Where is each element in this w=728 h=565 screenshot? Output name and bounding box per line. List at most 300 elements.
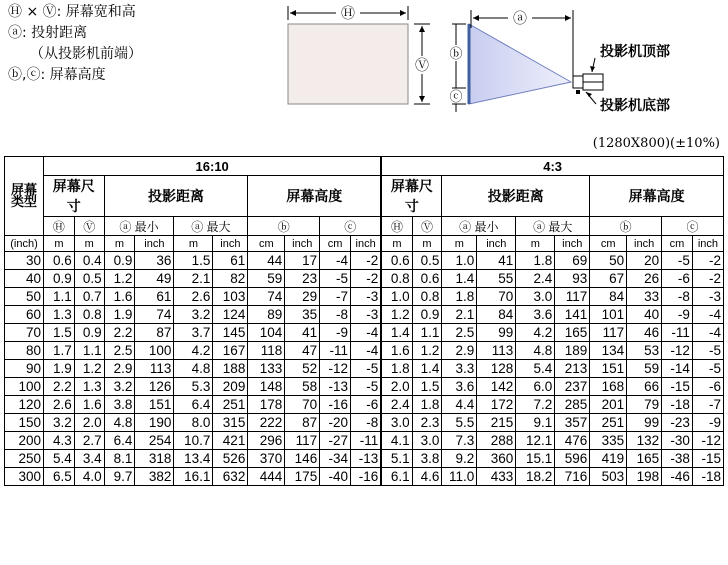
table-cell: 178 [248,396,285,414]
projection-beam [469,24,571,104]
table-cell: 41 [477,252,516,270]
table-cell: -5 [662,252,693,270]
projection-diagram [280,0,728,118]
table-cell: 382 [135,468,174,486]
table-cell: 1.2 [381,306,412,324]
table-cell: 36 [135,252,174,270]
table-cell: 118 [248,342,285,360]
table-cell: -12 [320,360,351,378]
table-cell: 74 [135,306,174,324]
row-screen-size: 200 [5,432,44,450]
table-cell: 124 [213,306,248,324]
legend-distance-text: : 投射距离 [22,25,88,41]
table-cell: 716 [555,468,590,486]
table-cell: 1.7 [44,342,75,360]
table-cell: 1.9 [104,306,135,324]
unit-cell: inch [351,236,382,252]
table-cell: -27 [320,432,351,450]
table-cell: -4 [320,252,351,270]
table-cell: 1.5 [44,324,75,342]
table-cell: 0.6 [381,252,412,270]
table-cell: -5 [692,342,723,360]
table-cell: 0.9 [412,306,442,324]
table-cell: 3.0 [381,414,412,432]
table-cell: -4 [351,324,382,342]
table-cell: -18 [692,468,723,486]
times-sign: × [26,4,39,20]
table-cell: -3 [351,306,382,324]
table-cell: -3 [692,288,723,306]
table-cell: 9.1 [516,414,555,432]
table-cell: -16 [351,468,382,486]
table-cell: 18.2 [516,468,555,486]
table-cell: -9 [692,414,723,432]
table-cell: 1.1 [44,288,75,306]
table-cell: 3.0 [412,432,442,450]
table-cell: 2.0 [74,414,104,432]
table-cell: 596 [555,450,590,468]
unit-cell: m [381,236,412,252]
sub-h-a: Ⓗ [44,217,75,236]
table-cell: -9 [662,306,693,324]
table-cell: 0.8 [381,270,412,288]
unit-cell: m [104,236,135,252]
table-cell: 237 [555,378,590,396]
row-screen-size: 120 [5,396,44,414]
table-cell: -16 [320,396,351,414]
table-cell: 20 [627,252,662,270]
table-cell: -11 [351,432,382,450]
sub-b-b: ⓑ [590,217,662,236]
table-cell: 148 [248,378,285,396]
table-cell: 4.1 [381,432,412,450]
sub-a-max-a: ⓐ 最大 [174,217,248,236]
table-cell: 2.6 [44,396,75,414]
row-screen-size: 100 [5,378,44,396]
table-cell: 1.4 [442,270,477,288]
table-cell: 79 [627,396,662,414]
table-row [5,270,724,288]
symbol-a: ⓐ [8,25,22,41]
label-h: Ⓗ [341,6,355,22]
sub-c-b: ⓒ [662,217,724,236]
b-c-dimension [447,24,466,112]
table-cell: 4.0 [74,468,104,486]
table-cell: 10.7 [174,432,213,450]
unit-inch-label: (inch) [5,236,44,252]
unit-cell: inch [135,236,174,252]
table-cell: 318 [135,450,174,468]
table-cell: 335 [590,432,627,450]
header-size-a: 屏幕尺寸 [44,176,105,217]
table-cell: -46 [662,468,693,486]
table-cell: -8 [662,288,693,306]
table-cell: 526 [213,450,248,468]
table-cell: 6.4 [174,396,213,414]
table-cell: -15 [662,378,693,396]
table-cell: 476 [555,432,590,450]
table-cell: 1.8 [412,396,442,414]
row-screen-size: 30 [5,252,44,270]
table-cell: 1.2 [74,360,104,378]
table-cell: 1.6 [381,342,412,360]
row-screen-size: 90 [5,360,44,378]
table-cell: 3.2 [174,306,213,324]
table-cell: 4.8 [516,342,555,360]
table-cell: 6.1 [381,468,412,486]
table-cell: 1.5 [412,378,442,396]
header-distance-a: 投影距离 [104,176,248,217]
legend-line-size [8,2,142,23]
table-cell: 2.0 [381,378,412,396]
unit-cell: m [74,236,104,252]
resolution-note: (1280X800)(±10%) [592,136,720,151]
table-cell: 3.0 [516,288,555,306]
table-body [5,252,724,486]
table-cell: 7.3 [442,432,477,450]
unit-cell: inch [213,236,248,252]
table-cell: 46 [627,324,662,342]
table-cell: 3.2 [44,414,75,432]
table-cell: -14 [662,360,693,378]
table-cell: 167 [213,342,248,360]
table-cell: 55 [477,270,516,288]
table-cell: -40 [320,468,351,486]
table-cell: 3.6 [442,378,477,396]
table-cell: 3.7 [174,324,213,342]
table-cell: 285 [555,396,590,414]
table-cell: 198 [627,468,662,486]
table-cell: 0.9 [44,270,75,288]
h-dimension [288,5,408,22]
row-screen-size: 300 [5,468,44,486]
table-cell: -12 [692,432,723,450]
sub-a-min-a: ⓐ 最小 [104,217,174,236]
table-cell: -13 [320,378,351,396]
projector-icon [573,74,603,94]
table-row [5,252,724,270]
table-cell: 84 [477,306,516,324]
table-cell: 2.3 [412,414,442,432]
table-cell: 0.5 [74,270,104,288]
row-screen-size: 40 [5,270,44,288]
table-cell: 1.2 [104,270,135,288]
table-cell: 2.9 [442,342,477,360]
label-c: ⓒ [449,90,463,105]
table-cell: -3 [351,288,382,306]
table-cell: 421 [213,432,248,450]
table-cell: -11 [662,324,693,342]
label-projector-top: 投影机顶部 [600,44,670,60]
table-cell: 188 [213,360,248,378]
table-row [5,450,724,468]
screen-rect [288,24,408,104]
table-cell: 126 [135,378,174,396]
unit-cell: inch [477,236,516,252]
table-cell: 66 [627,378,662,396]
label-projector-bottom: 投影机底部 [600,98,670,114]
row-screen-size: 150 [5,414,44,432]
row-screen-size: 60 [5,306,44,324]
table-cell: 23 [285,270,320,288]
header-size-b: 屏幕尺寸 [381,176,442,217]
sub-v-a: Ⓥ [74,217,104,236]
header-height-a: 屏幕高度 [248,176,381,217]
table-cell: 4.8 [174,360,213,378]
table-cell: 1.0 [442,252,477,270]
table-cell: 12.1 [516,432,555,450]
table-cell: 117 [590,324,627,342]
table-cell: 222 [248,414,285,432]
table-cell: -2 [692,252,723,270]
table-cell: 2.2 [104,324,135,342]
table-cell: 8.1 [104,450,135,468]
table-cell: 2.5 [442,324,477,342]
table-cell: 0.5 [412,252,442,270]
legend-size-text: : 屏幕宽和高 [56,4,136,20]
table-cell: 146 [285,450,320,468]
table-cell: 1.4 [412,360,442,378]
table-cell: 1.0 [381,288,412,306]
table-cell: 6.5 [44,468,75,486]
table-cell: 251 [590,414,627,432]
table-cell: 4.8 [104,414,135,432]
table-cell: -8 [351,414,382,432]
table-cell: 6.4 [104,432,135,450]
table-cell: 2.4 [516,270,555,288]
table-cell: 213 [555,360,590,378]
table-cell: 16.1 [174,468,213,486]
table-cell: 145 [213,324,248,342]
table-cell: 17 [285,252,320,270]
table-cell: 1.9 [44,360,75,378]
table-cell: -5 [320,270,351,288]
table-cell: -34 [320,450,351,468]
table-cell: 67 [590,270,627,288]
table-cell: 0.8 [412,288,442,306]
table-cell: 4.2 [174,342,213,360]
table-cell: 93 [555,270,590,288]
projection-table [4,156,724,486]
unit-cell: m [442,236,477,252]
table-cell: -38 [662,450,693,468]
table-cell: 8.0 [174,414,213,432]
table-cell: 5.3 [174,378,213,396]
table-cell: -4 [692,324,723,342]
row-screen-size: 70 [5,324,44,342]
table-cell: -4 [692,306,723,324]
unit-row [5,236,724,252]
table-cell: 53 [627,342,662,360]
table-cell: 87 [135,324,174,342]
table-cell: 5.1 [381,450,412,468]
table-cell: 47 [285,342,320,360]
table-cell: 2.6 [174,288,213,306]
label-a: ⓐ [513,11,527,27]
table-cell: -5 [351,378,382,396]
table-cell: 59 [248,270,285,288]
sub-b-a: ⓑ [248,217,320,236]
table-cell: 87 [285,414,320,432]
sub-v-b: Ⓥ [412,217,442,236]
unit-cell: inch [285,236,320,252]
table-row [5,324,724,342]
table-cell: 172 [477,396,516,414]
table-cell: -5 [351,360,382,378]
table-cell: 103 [213,288,248,306]
table-cell: 3.6 [516,306,555,324]
table-cell: 4.4 [442,396,477,414]
table-cell: 4.3 [44,432,75,450]
table-cell: 133 [248,360,285,378]
symbol-b: ⓑ [8,67,22,83]
table-cell: 0.4 [74,252,104,270]
table-cell: 84 [590,288,627,306]
table-cell: 113 [477,342,516,360]
table-cell: 61 [135,288,174,306]
table-cell: 444 [248,468,285,486]
table-cell: 357 [555,414,590,432]
table-cell: 26 [627,270,662,288]
table-cell: 61 [213,252,248,270]
sub-a-min-b: ⓐ 最小 [442,217,516,236]
table-cell: 5.4 [44,450,75,468]
symbol-c: ⓒ [26,67,41,83]
table-cell: -13 [351,450,382,468]
table-cell: 35 [285,306,320,324]
unit-cell: m [516,236,555,252]
table-cell: -7 [320,288,351,306]
table-cell: -20 [320,414,351,432]
table-cell: 165 [555,324,590,342]
table-cell: 101 [590,306,627,324]
unit-cell: inch [692,236,723,252]
table-cell: 0.8 [74,306,104,324]
table-cell: 2.4 [381,396,412,414]
table-cell: 1.4 [381,324,412,342]
table-cell: 132 [627,432,662,450]
table-cell: 0.7 [74,288,104,306]
legend-line-from-front: （从投影机前端） [30,46,142,62]
table-cell: -15 [692,450,723,468]
table-row [5,288,724,306]
unit-cell: inch [555,236,590,252]
table-cell: 1.8 [516,252,555,270]
table-cell: 1.6 [104,288,135,306]
unit-cell: inch [627,236,662,252]
table-cell: 2.2 [44,378,75,396]
table-cell: 1.5 [174,252,213,270]
legend [8,2,142,86]
table-cell: 0.9 [74,324,104,342]
table-cell: 1.8 [442,288,477,306]
table-cell: 288 [477,432,516,450]
table-cell: -2 [351,252,382,270]
table-cell: 3.4 [74,450,104,468]
table-cell: 9.2 [442,450,477,468]
table-cell: 1.6 [74,396,104,414]
table-cell: 52 [285,360,320,378]
unit-cell: m [174,236,213,252]
table-cell: 175 [285,468,320,486]
table-cell: 13.4 [174,450,213,468]
sub-c-a: ⓒ [320,217,382,236]
unit-cell: cm [248,236,285,252]
table-cell: 7.2 [516,396,555,414]
table-cell: 11.0 [442,468,477,486]
table-cell: 74 [248,288,285,306]
table-cell: 215 [477,414,516,432]
table-cell: 2.1 [442,306,477,324]
table-cell: 99 [477,324,516,342]
table-cell: 128 [477,360,516,378]
unit-cell: cm [590,236,627,252]
table-cell: 1.1 [412,324,442,342]
table-row [5,432,724,450]
table-cell: -30 [662,432,693,450]
table-cell: 3.3 [442,360,477,378]
table-cell: -11 [320,342,351,360]
table-cell: 70 [285,396,320,414]
legend-line-height [8,65,142,86]
table-cell: 151 [590,360,627,378]
table-cell: 0.9 [104,252,135,270]
table-cell: 44 [248,252,285,270]
sub-a-max-b: ⓐ 最大 [516,217,590,236]
row-screen-size: 80 [5,342,44,360]
table-cell: 2.7 [74,432,104,450]
sub-h-b: Ⓗ [381,217,412,236]
table-cell: 141 [555,306,590,324]
table-cell: 50 [590,252,627,270]
table-cell: 15.1 [516,450,555,468]
table-cell: 1.2 [412,342,442,360]
table-cell: 168 [590,378,627,396]
table-cell: 2.1 [174,270,213,288]
table-cell: -2 [692,270,723,288]
unit-cell: cm [662,236,693,252]
table-row [5,468,724,486]
table-row [5,306,724,324]
header-ratio-16-10: 16:10 [44,157,382,176]
table-cell: 40 [627,306,662,324]
table-cell: 1.8 [381,360,412,378]
label-b: ⓑ [449,47,463,62]
table-cell: 370 [248,450,285,468]
row-screen-size: 250 [5,450,44,468]
table-cell: 89 [248,306,285,324]
header-height-b: 屏幕高度 [590,176,724,217]
table-cell: 9.7 [104,468,135,486]
table-cell: 1.3 [44,306,75,324]
table-cell: 100 [135,342,174,360]
table-cell: 70 [477,288,516,306]
table-cell: 29 [285,288,320,306]
table-cell: 3.8 [104,396,135,414]
table-cell: 0.6 [44,252,75,270]
table-row [5,342,724,360]
table-cell: 33 [627,288,662,306]
table-cell: 113 [135,360,174,378]
table-row [5,360,724,378]
header-ratio-4-3: 4:3 [381,157,723,176]
table-cell: -2 [351,270,382,288]
table-cell: 69 [555,252,590,270]
table-cell: 5.4 [516,360,555,378]
table-cell: 59 [627,360,662,378]
table-cell: 360 [477,450,516,468]
table-cell: -6 [351,396,382,414]
